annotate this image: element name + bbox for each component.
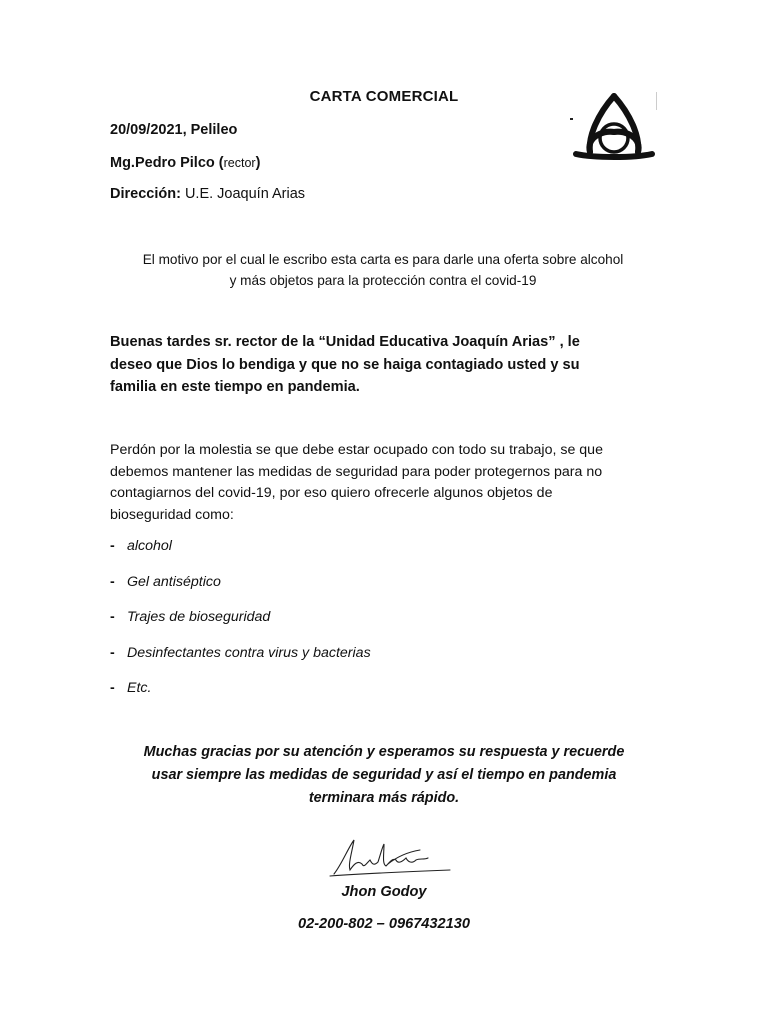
closing-paragraph: Muchas gracias por su atención y esperamos su respuesta y recuerde usar siempre las medidas de seguridad y así el tiempo en pandemia terminara más rápido. xyxy=(143,744,625,806)
list-item: - alcohol xyxy=(110,538,172,554)
list-item: - Etc. xyxy=(110,680,152,696)
signer-name: Jhon Godoy xyxy=(341,884,427,900)
address-label: Dirección: xyxy=(110,186,181,202)
handwritten-signature xyxy=(328,834,454,880)
recipient: Mg.Pedro Pilco (rector) xyxy=(110,155,261,171)
list-item: - Desinfectantes contra virus y bacterias xyxy=(110,644,371,661)
triquetra-logo-icon xyxy=(568,90,660,164)
recipient-name: Mg.Pedro Pilco xyxy=(110,155,215,171)
list-item: - Gel antiséptico xyxy=(110,573,221,590)
motive-paragraph: El motivo por el cual le escribo esta carta es para darle una oferta sobre alcohol y más objetos para la protección contra el covid-19 xyxy=(142,252,624,288)
date-place: 20/09/2021, Pelileo xyxy=(110,122,238,138)
list-item: - Trajes de bioseguridad xyxy=(110,609,271,625)
body-paragraph: Perdón por la molestia se que debe estar ocupado con todo su trabajo, se que debemos mantener las medidas de seguridad para poder protegernos para no contagiarnos del covid-19, por eso quiero ofrecerle algunos objetos de bioseguridad como: xyxy=(110,442,603,523)
greeting-paragraph: Buenas tardes sr. rector de la “Unidad Educativa Joaquín Arias” , le deseo que Dios lo bendiga y que no se haiga contagiado usted y su familia en este tiempo en pandemia. xyxy=(110,334,580,395)
phone-numbers: 02-200-802 – 0967432130 xyxy=(297,916,471,932)
address xyxy=(110,186,305,202)
recipient-role: rector xyxy=(223,156,256,170)
products-list xyxy=(110,538,371,716)
address-value: U.E. Joaquín Arias xyxy=(180,186,306,202)
letter-title: CARTA COMERCIAL xyxy=(309,88,459,105)
